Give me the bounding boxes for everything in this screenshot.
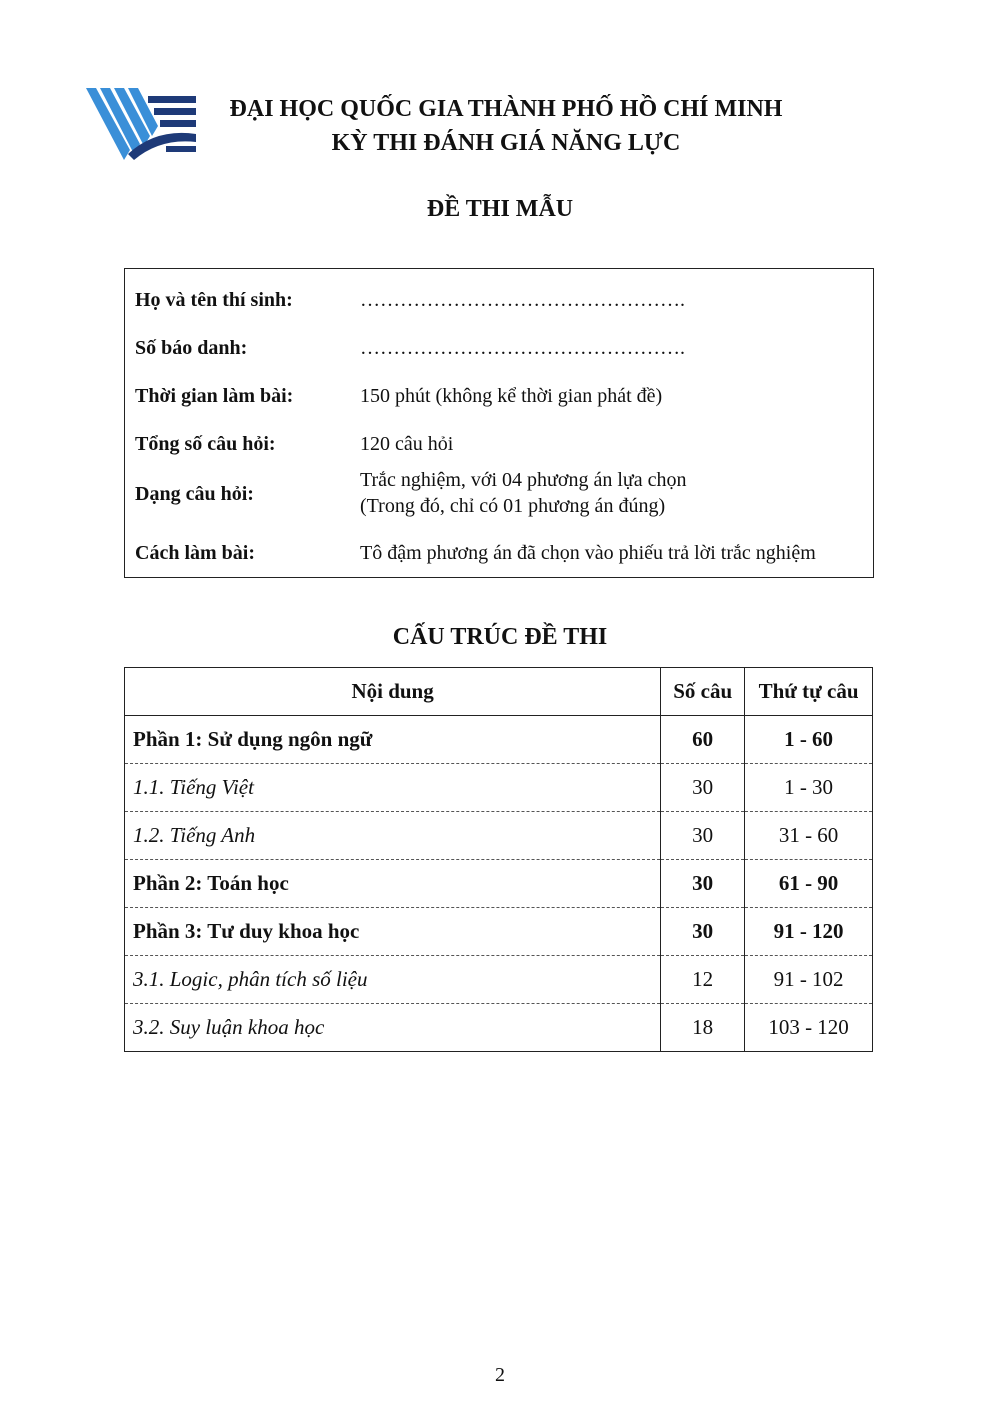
- row-count: 30: [661, 812, 745, 860]
- table-row: [125, 812, 873, 860]
- header-exam-name: KỲ THI ĐÁNH GIÁ NĂNG LỰC: [331, 130, 681, 156]
- row-content: Phần 3: Tư duy khoa học: [125, 908, 661, 956]
- row-count: 30: [661, 860, 745, 908]
- row-content: 3.2. Suy luận khoa học: [125, 1004, 661, 1052]
- info-label: Họ và tên thí sinh:: [135, 289, 293, 311]
- page-number: 2: [495, 1364, 505, 1386]
- table-row: [125, 908, 873, 956]
- table-header-row: [125, 668, 873, 716]
- header-university: ĐẠI HỌC QUỐC GIA THÀNH PHỐ HỒ CHÍ MINH: [229, 96, 783, 122]
- info-value-line2: (Trong đó, chỉ có 01 phương án đúng): [360, 495, 666, 517]
- info-label: Tổng số câu hỏi:: [135, 433, 276, 455]
- table-row: [125, 860, 873, 908]
- structure-title: CẤU TRÚC ĐỀ THI: [392, 624, 608, 650]
- header-content: Nội dung: [125, 668, 661, 716]
- row-order: 103 - 120: [745, 1004, 873, 1052]
- info-value: ………………………………………….: [360, 289, 685, 311]
- info-value: ………………………………………….: [360, 337, 685, 359]
- table-row: [125, 956, 873, 1004]
- info-label: Thời gian làm bài:: [135, 385, 294, 407]
- exam-header: [200, 92, 812, 160]
- row-count: 12: [661, 956, 745, 1004]
- header-count: Số câu: [661, 668, 745, 716]
- info-label: Cách làm bài:: [135, 542, 255, 564]
- table-row: [125, 1004, 873, 1052]
- row-count: 60: [661, 716, 745, 764]
- row-order: 31 - 60: [745, 812, 873, 860]
- row-order: 1 - 60: [745, 716, 873, 764]
- info-value: Trắc nghiệm, với 04 phương án lựa chọn: [360, 469, 687, 491]
- structure-table: [124, 667, 873, 1052]
- info-label: Dạng câu hỏi:: [135, 483, 254, 505]
- info-value: 120 câu hỏi: [360, 433, 454, 455]
- info-value: 150 phút (không kể thời gian phát đề): [360, 385, 663, 407]
- row-count: 30: [661, 908, 745, 956]
- row-content: 1.1. Tiếng Việt: [125, 764, 661, 812]
- row-order: 1 - 30: [745, 764, 873, 812]
- row-count: 30: [661, 764, 745, 812]
- row-content: 1.2. Tiếng Anh: [125, 812, 661, 860]
- row-count: 18: [661, 1004, 745, 1052]
- header-order: Thứ tự câu: [745, 668, 873, 716]
- info-value: Tô đậm phương án đã chọn vào phiếu trả lời trắc nghiệm: [360, 542, 816, 564]
- row-order: 61 - 90: [745, 860, 873, 908]
- row-order: 91 - 102: [745, 956, 873, 1004]
- row-content: Phần 1: Sử dụng ngôn ngữ: [125, 716, 661, 764]
- row-content: 3.1. Logic, phân tích số liệu: [125, 956, 661, 1004]
- info-label: Số báo danh:: [135, 337, 248, 359]
- university-logo-icon: [86, 88, 198, 160]
- row-order: 91 - 120: [745, 908, 873, 956]
- document-title: ĐỀ THI MẪU: [426, 196, 574, 222]
- row-content: Phần 2: Toán học: [125, 860, 661, 908]
- table-row: [125, 716, 873, 764]
- table-row: [125, 764, 873, 812]
- candidate-info-box: [124, 268, 874, 578]
